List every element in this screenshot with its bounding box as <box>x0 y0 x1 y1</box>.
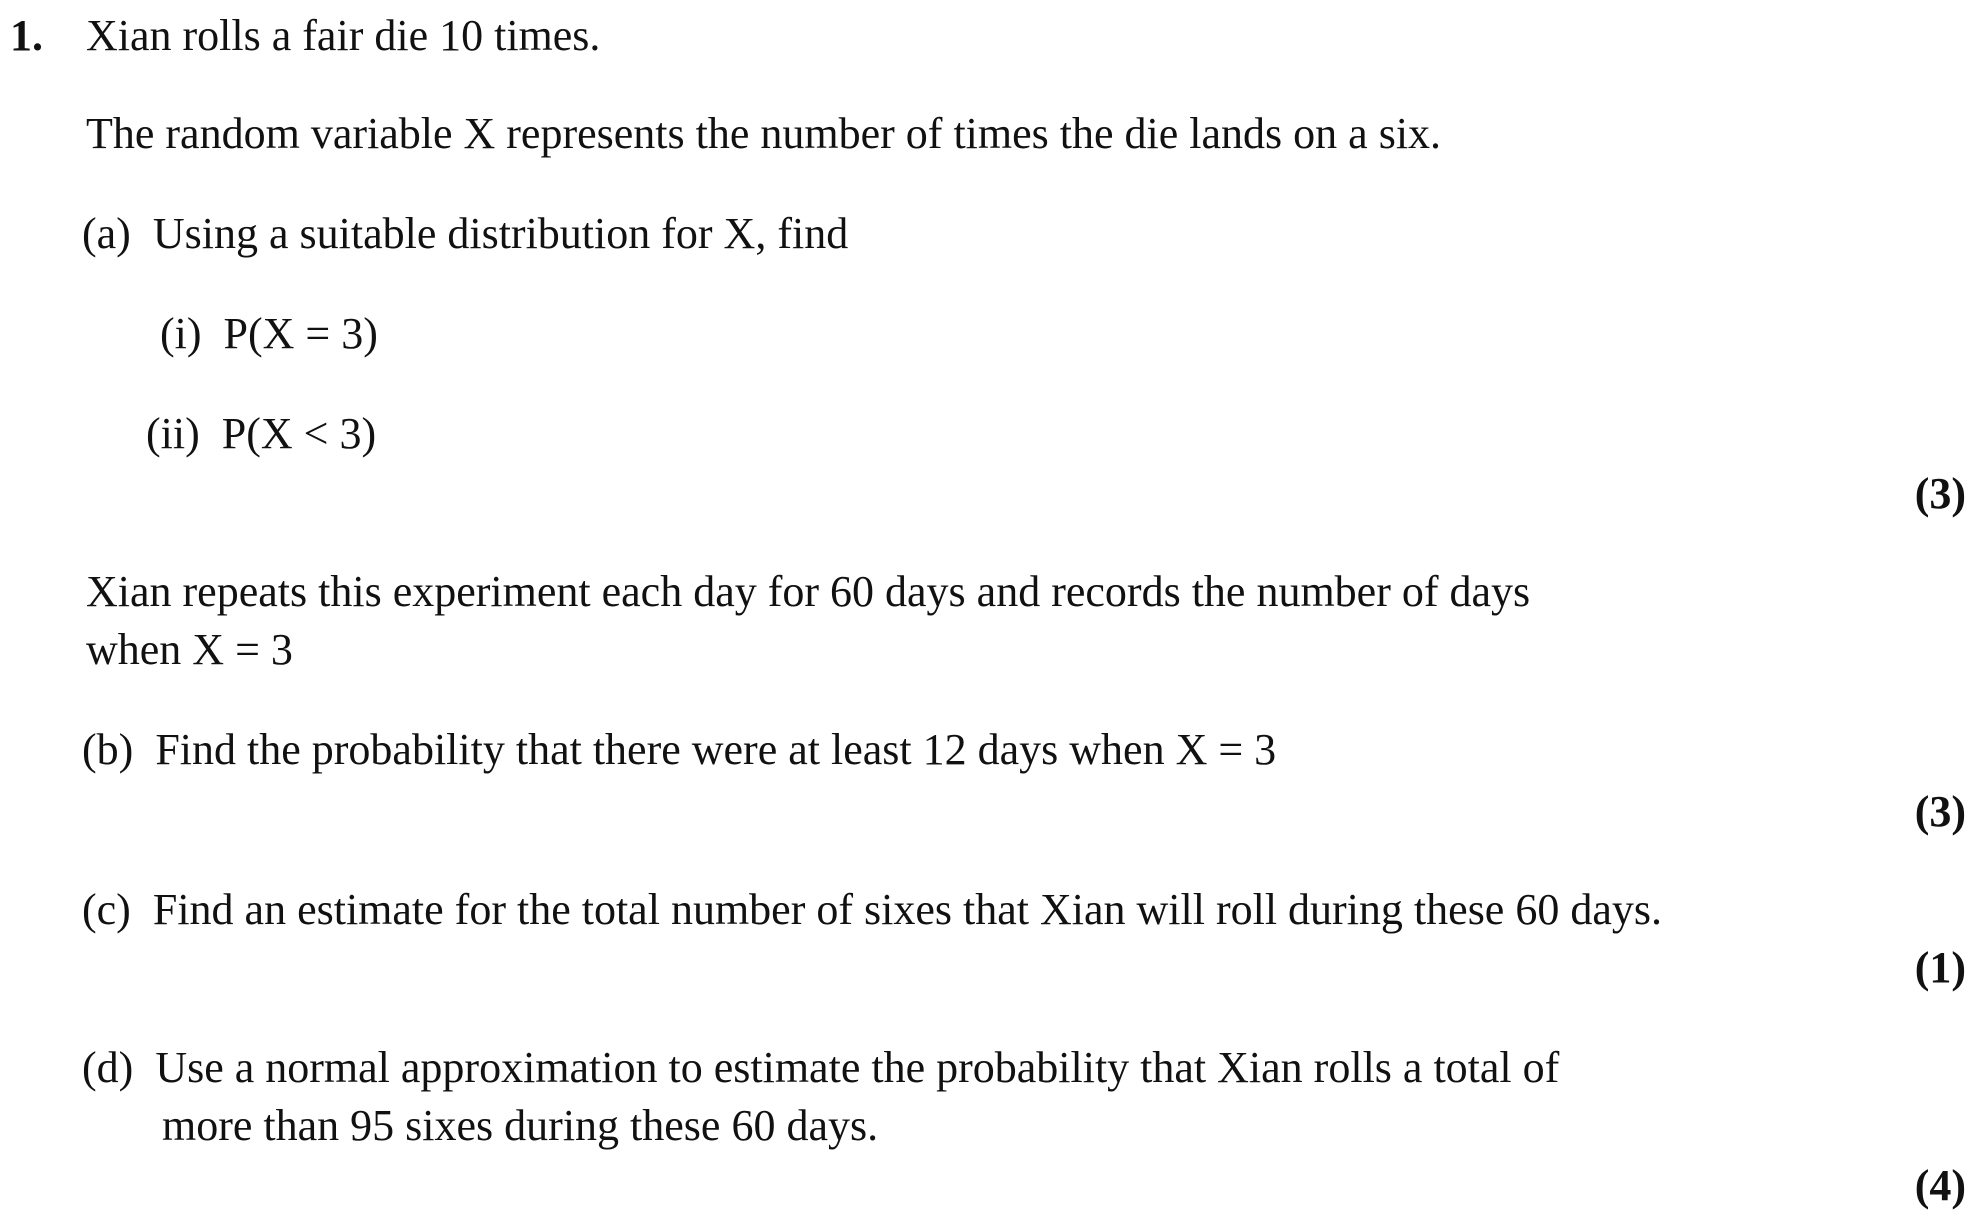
part-b-marks: (3) <box>1914 787 1966 836</box>
part-d-marks: (4) <box>1914 1161 1966 1210</box>
part-b-label: (b) <box>82 725 134 774</box>
part-c-label: (c) <box>82 885 131 934</box>
part-a-label: (a) <box>82 209 131 258</box>
part-b <box>82 724 1276 776</box>
part-d-line-2: more than 95 sixes during these 60 days. <box>162 1101 879 1150</box>
part-a-sub-ii-label: (ii) <box>146 409 200 458</box>
part-d-line-1: Use a normal approximation to estimate the probability that Xian rolls a total of <box>155 1043 1560 1092</box>
part-c-text: Find an estimate for the total number of sixes that Xian will roll during these 60 days. <box>152 885 1662 934</box>
question-intro: Xian rolls a fair die 10 times. <box>86 11 601 60</box>
part-a <box>82 208 848 260</box>
part-a-text: Using a suitable distribution for X, find <box>152 209 849 258</box>
part-a-sub-i-text: P(X = 3) <box>223 309 378 358</box>
part-a-sub-ii-text: P(X < 3) <box>221 409 377 458</box>
part-c <box>82 884 1662 936</box>
part-a-sub-ii <box>146 408 376 460</box>
part-a-sub-i <box>160 308 378 360</box>
question-context: The random variable X represents the number of times the die lands on a six. <box>86 109 1442 158</box>
repeat-line-2: when X = 3 <box>86 625 293 674</box>
part-a-sub-i-label: (i) <box>160 309 202 358</box>
part-d-label: (d) <box>82 1043 134 1092</box>
repeat-line-1: Xian repeats this experiment each day for 60 days and records the number of days <box>86 567 1531 616</box>
question-number: 1. <box>10 11 43 60</box>
part-a-marks: (3) <box>1914 469 1966 518</box>
part-d <box>82 1042 1559 1094</box>
part-b-text: Find the probability that there were at least 12 days when X = 3 <box>155 725 1277 774</box>
part-c-marks: (1) <box>1914 943 1966 992</box>
